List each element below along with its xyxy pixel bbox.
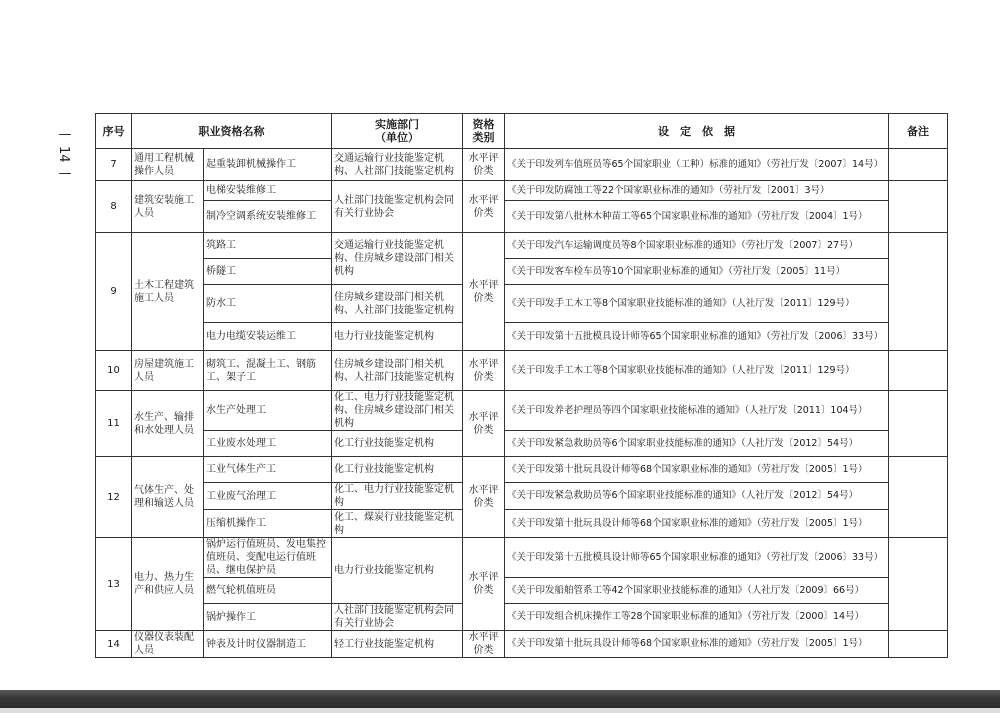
table-row xyxy=(96,233,948,259)
row-note xyxy=(889,351,948,391)
row-basis: 《关于印发紧急救助员等6个国家职业技能标准的通知》（人社厅发〔2012〕54号） xyxy=(505,431,889,457)
page-number: — 14 — xyxy=(56,127,72,181)
row-basis: 《关于印发汽车运输调度员等8个国家职业标准的通知》（劳社厅发〔2007〕27号） xyxy=(505,233,889,259)
table-row xyxy=(96,323,948,351)
row-basis: 《关于印发养老护理员等四个国家职业技能标准的通知》（人社厅发〔2011〕104号） xyxy=(505,391,889,431)
row-basis: 《关于印发第八批林木种苗工等65个国家职业标准的通知》（劳社厅发〔2004〕1号） xyxy=(505,201,889,233)
row-name: 制冷空调系统安装维修工 xyxy=(204,201,332,233)
row-note xyxy=(889,457,948,538)
row-basis: 《关于印发客车检车员等10个国家职业标准的通知》（劳社厅发〔2005〕11号） xyxy=(505,259,889,285)
row-basis: 《关于印发第十五批模具设计师等65个国家职业标准的通知》（劳社厅发〔2006〕33号） xyxy=(505,323,889,351)
row-category: 水平评价类 xyxy=(463,457,505,538)
header-row xyxy=(96,114,948,149)
row-dept: 住房城乡建设部门相关机构、人社部门技能鉴定机构 xyxy=(332,351,463,391)
row-group: 仪器仪表装配人员 xyxy=(132,631,204,658)
row-basis: 《关于印发第十批玩具设计师等68个国家职业标准的通知》（劳社厅发〔2005〕1号） xyxy=(505,631,889,658)
table-row xyxy=(96,604,948,631)
row-note xyxy=(889,631,948,658)
table-row xyxy=(96,285,948,323)
row-basis: 《关于印发手工木工等8个国家职业技能标准的通知》（人社厅发〔2011〕129号） xyxy=(505,285,889,323)
header-name: 职业资格名称 xyxy=(132,114,332,149)
row-dept: 化工、电力行业技能鉴定机构 xyxy=(332,483,463,510)
row-name: 电力电缆安装运维工 xyxy=(204,323,332,351)
row-name: 桥隧工 xyxy=(204,259,332,285)
header-basis: 设 定 依 据 xyxy=(505,114,889,149)
row-seq: 13 xyxy=(96,538,132,631)
row-group: 电力、热力生产和供应人员 xyxy=(132,538,204,631)
row-seq: 14 xyxy=(96,631,132,658)
row-seq: 8 xyxy=(96,181,132,233)
row-group: 通用工程机械操作人员 xyxy=(132,149,204,181)
row-dept: 人社部门技能鉴定机构会同有关行业协会 xyxy=(332,604,463,631)
row-dept: 电力行业技能鉴定机构 xyxy=(332,538,463,604)
row-name: 钟表及计时仪器制造工 xyxy=(204,631,332,658)
table-row xyxy=(96,457,948,483)
table-row xyxy=(96,538,948,578)
table-row xyxy=(96,578,948,604)
row-basis: 《关于印发船舶管系工等42个国家职业技能标准的通知》（人社厅发〔2009〕66号） xyxy=(505,578,889,604)
row-name: 电梯安装维修工 xyxy=(204,181,332,201)
row-dept: 化工行业技能鉴定机构 xyxy=(332,431,463,457)
row-basis: 《关于印发第十批玩具设计师等68个国家职业标准的通知》（劳社厅发〔2005〕1号） xyxy=(505,457,889,483)
row-name: 防水工 xyxy=(204,285,332,323)
row-note xyxy=(889,538,948,631)
table-row xyxy=(96,631,948,658)
row-note xyxy=(889,181,948,233)
row-dept: 人社部门技能鉴定机构会同有关行业协会 xyxy=(332,181,463,233)
scan-bottom-margin xyxy=(0,708,1000,713)
table-row xyxy=(96,149,948,181)
row-dept: 化工、煤炭行业技能鉴定机构 xyxy=(332,510,463,538)
row-category: 水平评价类 xyxy=(463,233,505,351)
table-row xyxy=(96,181,948,201)
row-group: 气体生产、处理和输送人员 xyxy=(132,457,204,538)
row-category: 水平评价类 xyxy=(463,631,505,658)
row-dept: 交通运输行业技能鉴定机构、人社部门技能鉴定机构 xyxy=(332,149,463,181)
row-category: 水平评价类 xyxy=(463,149,505,181)
row-group: 土木工程建筑施工人员 xyxy=(132,233,204,351)
row-group: 房屋建筑施工人员 xyxy=(132,351,204,391)
row-dept: 轻工行业技能鉴定机构 xyxy=(332,631,463,658)
row-note xyxy=(889,391,948,457)
qualification-table xyxy=(95,113,948,658)
table-row xyxy=(96,201,948,233)
row-basis: 《关于印发组合机床操作工等28个国家职业标准的通知》（劳社厅发〔2000〕14号） xyxy=(505,604,889,631)
row-name: 工业废气治理工 xyxy=(204,483,332,510)
row-note xyxy=(889,149,948,181)
row-category: 水平评价类 xyxy=(463,351,505,391)
header-dept: 实施部门 （单位） xyxy=(332,114,463,149)
row-category: 水平评价类 xyxy=(463,391,505,457)
table-row xyxy=(96,259,948,285)
header-note: 备注 xyxy=(889,114,948,149)
row-basis: 《关于印发手工木工等8个国家职业技能标准的通知》（人社厅发〔2011〕129号） xyxy=(505,351,889,391)
row-note xyxy=(889,233,948,351)
row-name: 工业气体生产工 xyxy=(204,457,332,483)
row-group: 水生产、输排和水处理人员 xyxy=(132,391,204,457)
table-row xyxy=(96,391,948,431)
row-basis: 《关于印发第十五批模具设计师等65个国家职业标准的通知》（劳社厅发〔2006〕33号） xyxy=(505,538,889,578)
row-dept: 交通运输行业技能鉴定机构、住房城乡建设部门相关机构 xyxy=(332,233,463,285)
row-dept: 电力行业技能鉴定机构 xyxy=(332,323,463,351)
row-name: 压缩机操作工 xyxy=(204,510,332,538)
row-basis: 《关于印发列车值班员等65个国家职业（工种）标准的通知》（劳社厅发〔2007〕14号） xyxy=(505,149,889,181)
scan-binding-edge xyxy=(0,690,1000,708)
row-name: 起重装卸机械操作工 xyxy=(204,149,332,181)
row-name: 水生产处理工 xyxy=(204,391,332,431)
row-name: 燃气轮机值班员 xyxy=(204,578,332,604)
row-seq: 7 xyxy=(96,149,132,181)
table-row xyxy=(96,431,948,457)
row-seq: 9 xyxy=(96,233,132,351)
row-seq: 11 xyxy=(96,391,132,457)
header-category: 资格 类别 xyxy=(463,114,505,149)
row-category: 水平评价类 xyxy=(463,538,505,631)
row-seq: 10 xyxy=(96,351,132,391)
row-dept: 化工、电力行业技能鉴定机构、住房城乡建设部门相关机构 xyxy=(332,391,463,431)
row-dept: 住房城乡建设部门相关机构、人社部门技能鉴定机构 xyxy=(332,285,463,323)
table-row xyxy=(96,510,948,538)
row-dept: 化工行业技能鉴定机构 xyxy=(332,457,463,483)
row-name: 筑路工 xyxy=(204,233,332,259)
row-name: 工业废水处理工 xyxy=(204,431,332,457)
row-basis: 《关于印发紧急救助员等6个国家职业技能标准的通知》（人社厅发〔2012〕54号） xyxy=(505,483,889,510)
row-basis: 《关于印发防腐蚀工等22个国家职业标准的通知》（劳社厅发〔2001〕3号） xyxy=(505,181,889,201)
table-row xyxy=(96,351,948,391)
row-name: 锅炉操作工 xyxy=(204,604,332,631)
row-seq: 12 xyxy=(96,457,132,538)
table-row xyxy=(96,483,948,510)
header-seq: 序号 xyxy=(96,114,132,149)
row-name: 砌筑工、混凝土工、钢筋工、架子工 xyxy=(204,351,332,391)
row-basis: 《关于印发第十批玩具设计师等68个国家职业标准的通知》（劳社厅发〔2005〕1号） xyxy=(505,510,889,538)
row-name: 锅炉运行值班员、发电集控值班员、变配电运行值班员、继电保护员 xyxy=(204,538,332,578)
row-group: 建筑安装施工人员 xyxy=(132,181,204,233)
row-category: 水平评价类 xyxy=(463,181,505,233)
